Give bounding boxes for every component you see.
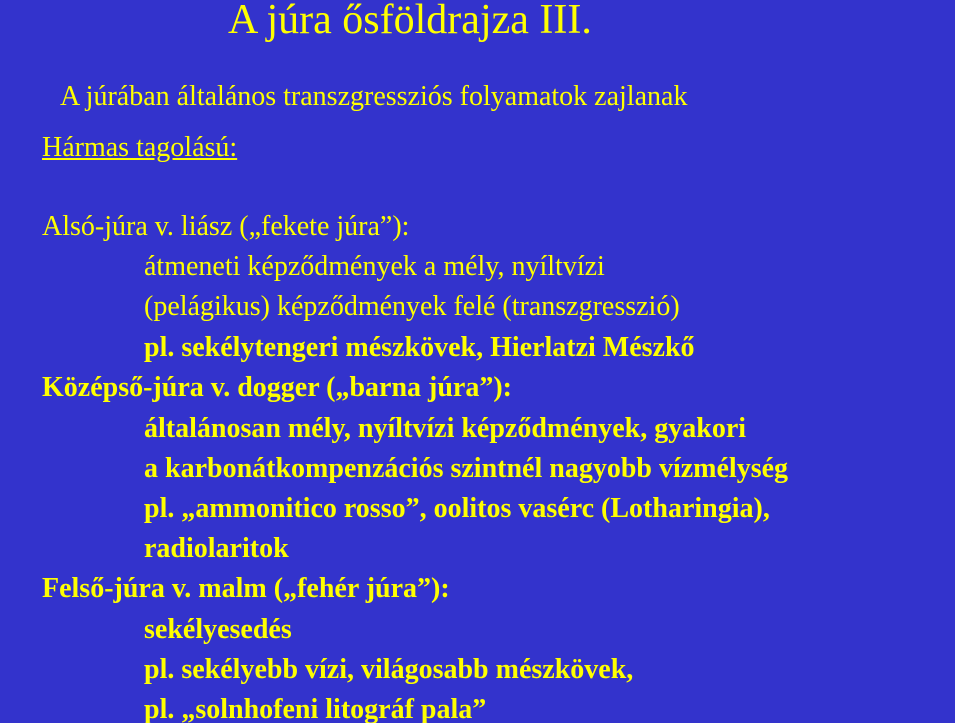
slide-title: A júra ősföldrajza III. [228, 0, 592, 43]
lower-jurassic-line-2: (pelágikus) képződmények felé (transzgresszió) [144, 291, 680, 322]
middle-jurassic-heading: Középső-júra v. dogger („barna júra”): [42, 372, 512, 403]
upper-jurassic-line-1: sekélyesedés [144, 614, 292, 645]
middle-jurassic-example-1: pl. „ammonitico rosso”, oolitos vasérc (Lotharingia), [144, 493, 770, 524]
upper-jurassic-heading: Felső-júra v. malm („fehér júra”): [42, 573, 450, 604]
upper-jurassic-example-2: pl. „solnhofeni litográf pala” [144, 694, 487, 723]
middle-jurassic-line-2: a karbonátkompenzációs szintnél nagyobb vízmélység [144, 453, 789, 484]
lower-jurassic-example: pl. sekélytengeri mészkövek, Hierlatzi Mészkő [144, 332, 695, 363]
lower-jurassic-heading: Alsó-júra v. liász („fekete júra”): [42, 211, 410, 242]
upper-jurassic-example-1: pl. sekélyebb vízi, világosabb mészkövek, [144, 654, 634, 685]
middle-jurassic-example-2: radiolaritok [144, 533, 289, 564]
slide-subtitle: A júrában általános transzgressziós folyamatok zajlanak [60, 81, 688, 112]
middle-jurassic-line-1: általánosan mély, nyíltvízi képződmények, gyakori [144, 413, 747, 444]
lower-jurassic-line-1: átmeneti képződmények a mély, nyíltvízi [144, 251, 605, 282]
section-subhead: Hármas tagolású: [42, 132, 238, 163]
